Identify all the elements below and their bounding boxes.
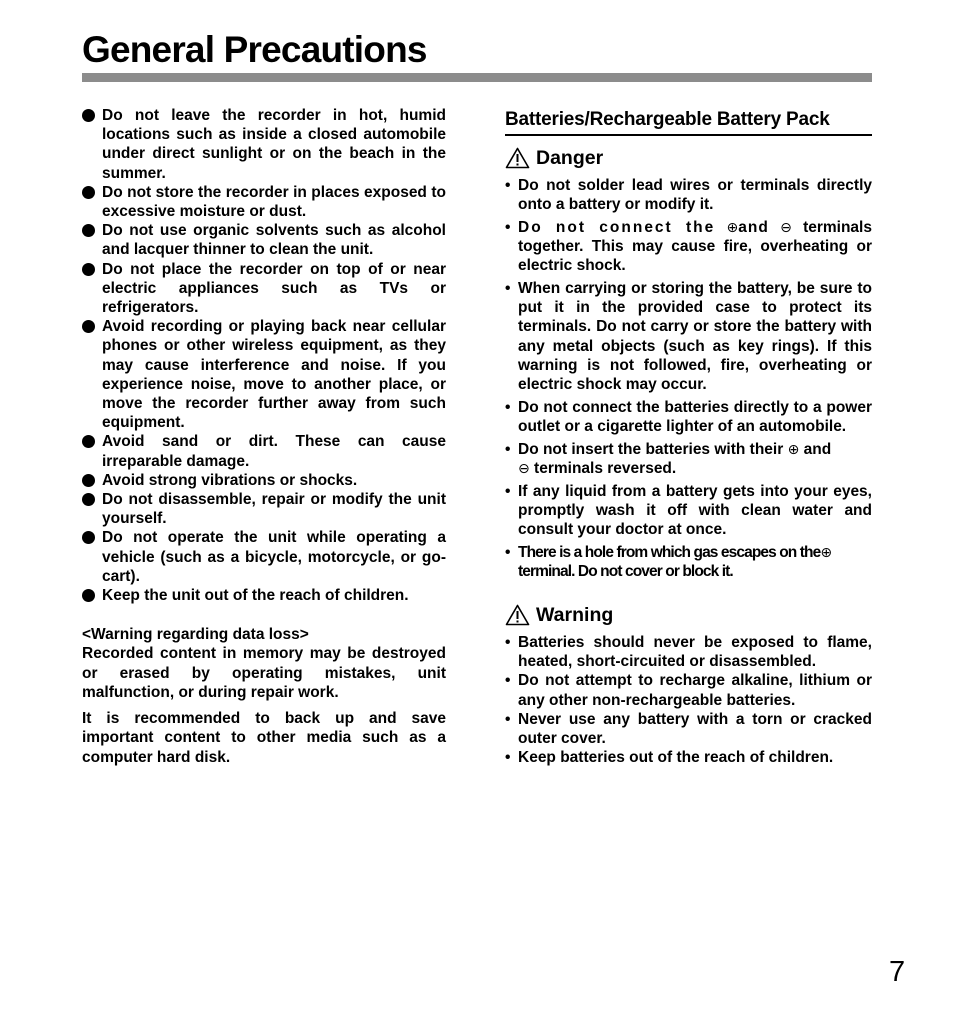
list-item: • Never use any battery with a torn or cracked outer cover. <box>505 710 872 748</box>
left-column <box>82 106 446 767</box>
list-item: Do not place the recorder on top of or near electric appliances such as TVs or refrigerators. <box>82 260 446 318</box>
list-item: • There is a hole from which gas escapes on the⊕ terminal. Do not cover or block it. <box>505 543 832 580</box>
precautions-list <box>82 106 446 605</box>
list-item: Do not use organic solvents such as alcohol and lacquer thinner to clean the unit. <box>82 221 446 259</box>
warning-heading: Warning <box>505 603 872 627</box>
bullet-icon <box>82 186 95 199</box>
list-item: • If any liquid from a battery gets into your eyes, promptly wash it off with clean water and consult your doctor at once. <box>505 482 872 538</box>
bullet-icon <box>82 320 95 333</box>
list-item: Avoid strong vibrations or shocks. <box>82 471 446 490</box>
bullet-icon: • <box>505 543 510 561</box>
warning-list <box>505 633 872 767</box>
bullet-icon: • <box>505 672 511 690</box>
bullet-icon: • <box>505 482 511 500</box>
plus-terminal-icon: ⊕ <box>787 440 800 457</box>
right-column <box>505 106 872 767</box>
bullet-icon: • <box>505 440 511 458</box>
list-item: Do not disassemble, repair or modify the unit yourself. <box>82 490 446 528</box>
minus-terminal-icon: ⊖ <box>780 218 792 235</box>
minus-terminal-icon: ⊖ <box>518 459 530 476</box>
warning-triangle-icon <box>505 604 530 626</box>
data-loss-text: Recorded content in memory may be destroyed or erased by operating mistakes, unit malfunction, or during repair work. <box>82 645 446 701</box>
bullet-icon <box>82 435 95 448</box>
list-item: Keep the unit out of the reach of children. <box>82 586 446 605</box>
bullet-icon: • <box>505 280 511 298</box>
bullet-icon <box>82 109 95 122</box>
page-title: General Precautions <box>82 29 427 70</box>
danger-heading: Danger <box>505 146 872 170</box>
bullet-icon <box>82 531 95 544</box>
list-item: Do not leave the recorder in hot, humid locations such as inside a closed automobile under direct sunlight or on the beach in the summer. <box>82 106 446 183</box>
bullet-icon <box>82 474 95 487</box>
plus-terminal-icon: ⊕ <box>726 218 739 235</box>
bullet-icon <box>82 263 95 276</box>
bullet-icon <box>82 493 95 506</box>
bullet-icon <box>82 224 95 237</box>
backup-text: It is recommended to back up and save important content to other media such as a computer hard disk. <box>82 710 446 766</box>
list-item: • Do not insert the batteries with their ⊕ and ⊖ terminals reversed. <box>505 440 832 477</box>
plus-terminal-icon: ⊕ <box>820 543 832 560</box>
list-item: • Do not connect the ⊕and ⊖ terminals together. This may cause fire, overheating or electric shock. <box>505 218 872 275</box>
bullet-icon: • <box>505 634 511 652</box>
list-item: • Do not connect the batteries directly to a power outlet or a cigarette lighter of an automobile. <box>505 398 872 435</box>
data-loss-heading: <Warning regarding data loss> <box>82 626 309 644</box>
list-item: • When carrying or storing the battery, be sure to put it in the provided case to protect its terminals. Do not carry or store the battery with any metal objects (such as key rings). If this warning is not followed, fire, overheating or electric shock may occur. <box>505 280 872 394</box>
list-item: • Do not attempt to recharge alkaline, lithium or any other non-rechargeable batteries. <box>505 672 872 709</box>
list-item: Do not store the recorder in places exposed to excessive moisture or dust. <box>82 183 446 221</box>
danger-list <box>505 176 872 581</box>
list-item: Avoid sand or dirt. These can cause irreparable damage. <box>82 432 446 470</box>
list-item: • Do not solder lead wires or terminals directly onto a battery or modify it. <box>505 177 872 214</box>
title-rule <box>82 73 872 82</box>
bullet-icon: • <box>505 177 511 194</box>
list-item: • Batteries should never be exposed to flame, heated, short-circuited or disassembled. <box>505 634 872 671</box>
bullet-icon <box>82 589 95 602</box>
warning-triangle-icon <box>505 147 530 169</box>
bullet-icon: • <box>505 218 511 236</box>
section-heading: Batteries/Rechargeable Battery Pack <box>505 106 872 136</box>
list-item: • Keep batteries out of the reach of children. <box>505 749 834 767</box>
list-item: Do not operate the unit while operating a vehicle (such as a bicycle, motorcycle, or go-cart). <box>82 528 446 586</box>
bullet-icon: • <box>505 710 511 728</box>
bullet-icon: • <box>505 398 511 416</box>
page-number: 7 <box>889 956 906 988</box>
bullet-icon: • <box>505 749 511 767</box>
list-item: Avoid recording or playing back near cellular phones or other wireless equipment, as they may cause interference and noise. If you experience noise, move to another place, or move the recorder further away from such equipment. <box>82 317 446 432</box>
